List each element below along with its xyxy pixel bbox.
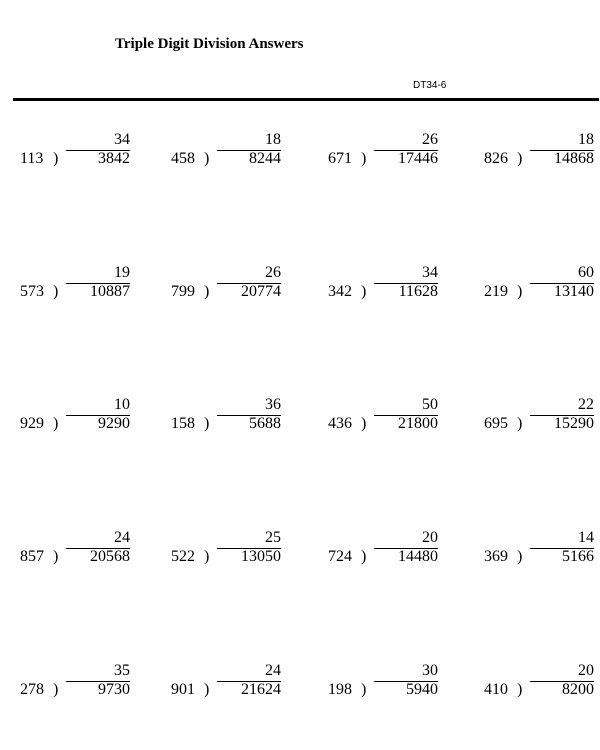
dividend: 17446 [398, 150, 438, 167]
quotient: 22 [578, 396, 594, 413]
quotient: 35 [114, 662, 130, 679]
division-problem [20, 265, 130, 307]
division-problem [484, 397, 594, 439]
division-bracket: ) [361, 415, 367, 432]
quotient: 19 [114, 264, 130, 281]
division-bracket: ) [53, 150, 59, 167]
worksheet-code: DT34-6 [413, 80, 447, 91]
quotient: 34 [114, 131, 130, 148]
dividend: 13050 [241, 548, 281, 565]
quotient: 18 [578, 131, 594, 148]
quotient: 20 [578, 662, 594, 679]
dividend: 5940 [406, 681, 438, 698]
quotient: 24 [114, 529, 130, 546]
header-divider [13, 98, 599, 101]
divisor: 342 [328, 283, 352, 300]
division-problem [328, 530, 438, 572]
division-bracket: ) [517, 681, 523, 698]
quotient: 24 [265, 662, 281, 679]
division-problem [171, 265, 281, 307]
divisor: 113 [20, 150, 44, 167]
division-problem [484, 530, 594, 572]
dividend: 9290 [98, 415, 130, 432]
quotient: 50 [422, 396, 438, 413]
quotient: 34 [422, 264, 438, 281]
dividend: 8200 [562, 681, 594, 698]
divisor: 724 [328, 548, 352, 565]
dividend: 13140 [554, 283, 594, 300]
division-problem [171, 663, 281, 705]
division-problem [20, 397, 130, 439]
division-problem [484, 132, 594, 174]
quotient: 26 [265, 264, 281, 281]
division-problem [328, 132, 438, 174]
division-bracket: ) [53, 681, 59, 698]
quotient: 26 [422, 131, 438, 148]
division-problem [328, 663, 438, 705]
division-problem [20, 530, 130, 572]
division-bracket: ) [517, 283, 523, 300]
dividend: 5166 [562, 548, 594, 565]
division-problem [20, 132, 130, 174]
divisor: 198 [328, 681, 352, 698]
division-problem [328, 397, 438, 439]
divisor: 436 [328, 415, 352, 432]
dividend: 21624 [241, 681, 281, 698]
dividend: 14868 [554, 150, 594, 167]
division-bracket: ) [517, 150, 523, 167]
divisor: 278 [20, 681, 44, 698]
division-problem [171, 397, 281, 439]
dividend: 20568 [90, 548, 130, 565]
division-problem [484, 663, 594, 705]
worksheet-title: Triple Digit Division Answers [115, 36, 304, 52]
division-bracket: ) [517, 415, 523, 432]
divisor: 219 [484, 283, 508, 300]
division-bracket: ) [361, 548, 367, 565]
divisor: 158 [171, 415, 195, 432]
divisor: 901 [171, 681, 195, 698]
dividend: 3842 [98, 150, 130, 167]
divisor: 826 [484, 150, 508, 167]
division-bracket: ) [204, 681, 210, 698]
division-bracket: ) [361, 681, 367, 698]
quotient: 30 [422, 662, 438, 679]
division-bracket: ) [361, 283, 367, 300]
dividend: 20774 [241, 283, 281, 300]
division-bracket: ) [204, 548, 210, 565]
divisor: 458 [171, 150, 195, 167]
dividend: 15290 [554, 415, 594, 432]
division-problem [328, 265, 438, 307]
division-bracket: ) [517, 548, 523, 565]
divisor: 799 [171, 283, 195, 300]
division-bracket: ) [361, 150, 367, 167]
division-bracket: ) [53, 548, 59, 565]
division-bracket: ) [204, 415, 210, 432]
dividend: 5688 [249, 415, 281, 432]
division-problem [484, 265, 594, 307]
quotient: 36 [265, 396, 281, 413]
division-problem [171, 132, 281, 174]
quotient: 10 [114, 396, 130, 413]
dividend: 11628 [398, 283, 438, 300]
divisor: 410 [484, 681, 508, 698]
division-problem [171, 530, 281, 572]
divisor: 929 [20, 415, 44, 432]
dividend: 8244 [249, 150, 281, 167]
divisor: 695 [484, 415, 508, 432]
quotient: 18 [265, 131, 281, 148]
division-bracket: ) [204, 150, 210, 167]
divisor: 671 [328, 150, 352, 167]
divisor: 573 [20, 283, 44, 300]
division-problem [20, 663, 130, 705]
quotient: 14 [578, 529, 594, 546]
divisor: 369 [484, 548, 508, 565]
dividend: 21800 [398, 415, 438, 432]
division-bracket: ) [53, 415, 59, 432]
division-bracket: ) [53, 283, 59, 300]
quotient: 60 [578, 264, 594, 281]
quotient: 20 [422, 529, 438, 546]
divisor: 857 [20, 548, 44, 565]
division-bracket: ) [204, 283, 210, 300]
divisor: 522 [171, 548, 195, 565]
dividend: 14480 [398, 548, 438, 565]
dividend: 9730 [98, 681, 130, 698]
quotient: 25 [265, 529, 281, 546]
dividend: 10887 [90, 283, 130, 300]
